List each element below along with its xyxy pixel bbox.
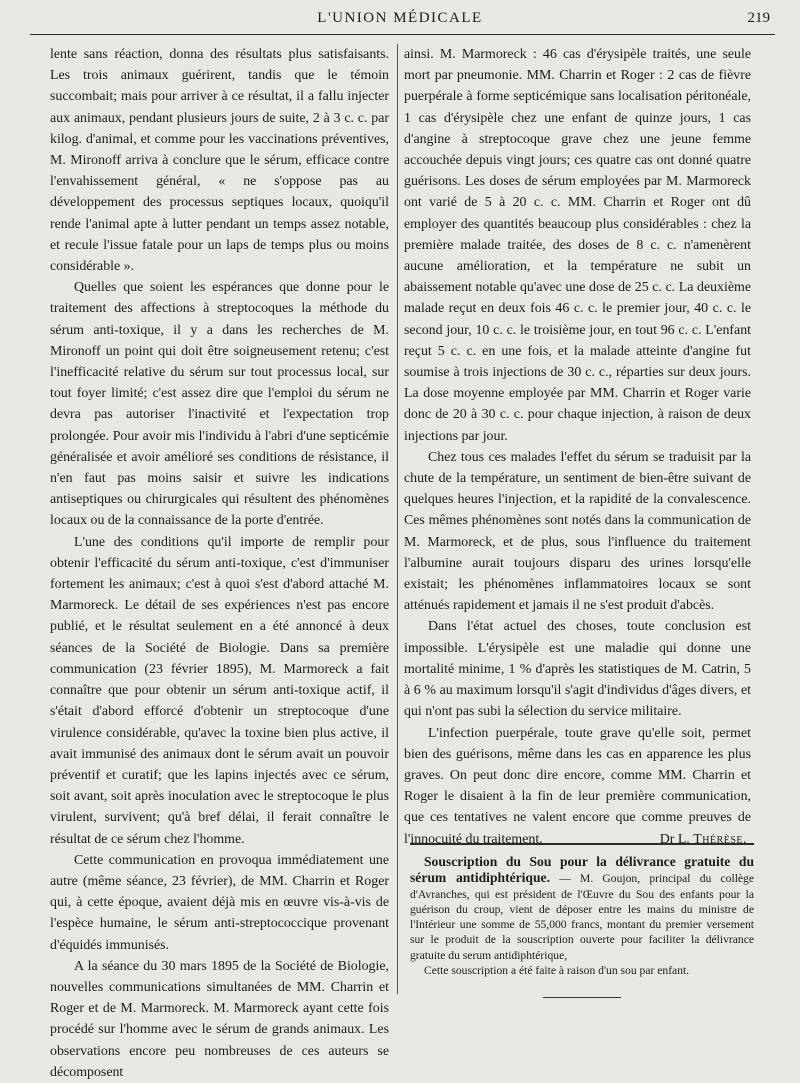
column-divider [397, 44, 398, 994]
header-rule [30, 34, 775, 35]
p3-text-a: Dans l'état actuel des choses, toute conclusion est impossible. L'érysipèle est une maladie qui donne une mortalité minime, 1 [404, 619, 751, 677]
left-column [50, 44, 389, 1083]
p3-text-b: d'après les statistiques de M. Catrin, 5 à 6 [404, 661, 751, 699]
right-paragraph-1: ainsi. M. Marmoreck : 46 cas d'érysipèle traités, une seule mort par pneumonie. MM. Charrin et Roger : 2 cas de fièvre puerpérale à forme septicémique sans localisation péritonéale, 1 cas d'érysipèle chez une enfant de quinze jours, 1 cas d'angine à streptocoque grave chez une jeune femme accouchée depuis vingt jours; ces quatre cas ont donné quatre guérisons. Les doses de sérum employées par M. Marmoreck ont varié de 5 à 20 c. c. MM. Charrin et Roger ont dû employer des quantités beaucoup plus considérables : chez la première malade traitée, des doses de 8 c. c. n'amenèrent aucune amélioration, et la température ne subit un abaissement notable qu'avec une dose de 25 c. c. La deuxième malade reçut en deux fois 46 c. c. le premier jour, 40 c. c. le second jour, 10 c. c. le troisième jour, en tout 96 c. c. L'enfant reçut 5 c. c. en une fois, et la malade atteinte d'angine fut soumise à trois injections de 30 c. c., réparties sur deux jours. La dose moyenne employée par MM. Charrin et Roger varie donc de 20 à 30 c. c. pour chaque injection, à raison de deux injections par jour. [404, 47, 751, 444]
signature-prefix: Dr L. [659, 831, 694, 847]
signature-name: Thérèse. [693, 831, 747, 847]
left-paragraph-3: L'une des conditions qu'il importe de remplir pour obtenir l'efficacité du sérum anti-toxique, c'est d'immuniser fortement les animaux; c'est à quoi s'est d'abord attaché M. Marmoreck. Le détail de ses expériences n'est pas encore publié, et le résultat seulement en a été annoncé à deux séances de la Société de Biologie. Dans sa première communication (23 février 1895), M. Marmoreck a fait connaître que pour obtenir un sérum anti-toxique actif, il s'était d'abord efforcé d'obtenir un streptocoque d'une virulence considérable, qu'avec la toxine bien plus active, il avait immunisé des animaux dont le sérum avait un pouvoir préventif et curatif; que les lapins injectés avec ce sérum, soit avant, soit après inoculation avec le streptocoque le plus virulent, survivent; qu'à bref délai, il ferait connaître le résultat de ce sérum chez l'homme. [50, 534, 389, 847]
running-title: L'UNION MÉDICALE [317, 10, 483, 26]
right-paragraph-3 [404, 616, 751, 722]
announcement-paragraph [410, 854, 754, 963]
announcement-text [410, 854, 754, 978]
p3-text-c: au maximum lorsqu'il s'agit d'individus d'âges divers, et qui n'ont pas subi la sélection du service militaire. [404, 683, 751, 720]
p4-text: L'infection puerpérale, toute grave qu'elle soit, permet bien des guérisons, même dans les cas en apparence les plus graves. On peut donc dire encore, comme MM. Charrin et Roger le disaient à la fin de leur première communication, que ces tentatives ne valent encore que comme preuves de l'innocuité du traitement. [404, 725, 751, 847]
end-rule [543, 997, 621, 998]
page-number: 219 [747, 10, 770, 26]
page-header [30, 4, 770, 34]
percent-sign-2: % [424, 683, 436, 699]
percent-sign-1: % [519, 661, 532, 677]
left-paragraph-5: A la séance du 30 mars 1895 de la Société de Biologie, nouvelles communications simultanées de MM. Charrin et Roger et de M. Marmoreck. M. Marmoreck ayant cette fois procédé sur l'homme avec le sérum de grands animaux. Les observations encore peu nombreuses de ces auteurs se décomposent [50, 958, 389, 1080]
announcement-dash: — [550, 872, 581, 886]
right-paragraph-4 [404, 723, 751, 850]
right-paragraph-2: Chez tous ces malades l'effet du sérum se traduisit par la chute de la température, un sentiment de bien-être suivant de quelques heures l'injection, et la rapidité de la convalescence. Ces mêmes phénomènes sont notés dans la communication de M. Marmoreck, et de plus, sous l'influence du traitement l'albumine aurait toujours disparu des urines lorsqu'elle existait; les phénomènes inflammatoires locaux se sont atténués rapidement et jamais il ne s'est produit d'abcès. [404, 449, 751, 614]
right-column [404, 44, 751, 850]
left-paragraph-4: Cette communication en provoqua immédiatement une autre (même séance, 23 février), de MM. Charrin et Roger qui, à cette époque, avaient déjà mis en œuvre vis-à-vis de l'espèce humaine, le sérum anti-streptococcique provenant d'équidés immunisés. [50, 852, 389, 953]
left-paragraph-1: lente sans réaction, donna des résultats plus satisfaisants. Les trois animaux guérirent, tandis que le témoin succombait; mais pour arriver à ce résultat, il a fallu injecter aux animaux, pendant plusieurs jours de suite, 2 à 3 c. c. par kilog. d'animal, et comme pour les vaccinations préventives, M. Mironoff arriva à conclure que le sérum, efficace contre l'envahissement général, « ne s'oppose pas au développement des processus septiques locaux, quoiqu'il rende l'animal apte à lutter pendant un temps assez notable, et recule l'issue fatale pour un laps de temps plus ou moins considérable ». [50, 47, 389, 275]
left-paragraph-2: Quelles que soient les espérances que donne pour le traitement des affections à streptocoques la méthode du sérum anti-toxique, il y a dans les recherches de M. Mironoff un point qui doit être soigneusement retenu; c'est l'inefficacité relative du sérum sur tout processus local, sur tout foyer limité; c'est assez dire que l'emploi du sérum ne devra pas autoriser l'inactivité et l'expectation trop prolongée. Pour avoir mis l'individu à l'abri d'une septicémie généralisée et avoir amélioré ses conditions de résistance, il n'en faut pas moins saisir et suivre les indications antiseptiques ou chirurgicales qui résultent des phénomènes locaux ou de la connaissance de la porte d'entrée. [50, 280, 389, 529]
announcement-closing: Cette souscription a été faite à raison d'un sou par enfant. [424, 964, 690, 978]
announcement-heading: Souscription du Sou pour la délivrance gratuite du sérum antidiphtérique. [410, 854, 754, 886]
announcement-body: M. Goujon, principal du collège d'Avranches, qui est président de l'Œuvre du Sou des enfants pour la guérison du croup, vient de déposer entre les mains du ministre de l'Intérieur une somme de 55,000 francs, montant du premier versement sur le produit de la souscription ouverte pour faciliter la délivrance gratuite du serum antidiphtérique, [410, 872, 755, 962]
